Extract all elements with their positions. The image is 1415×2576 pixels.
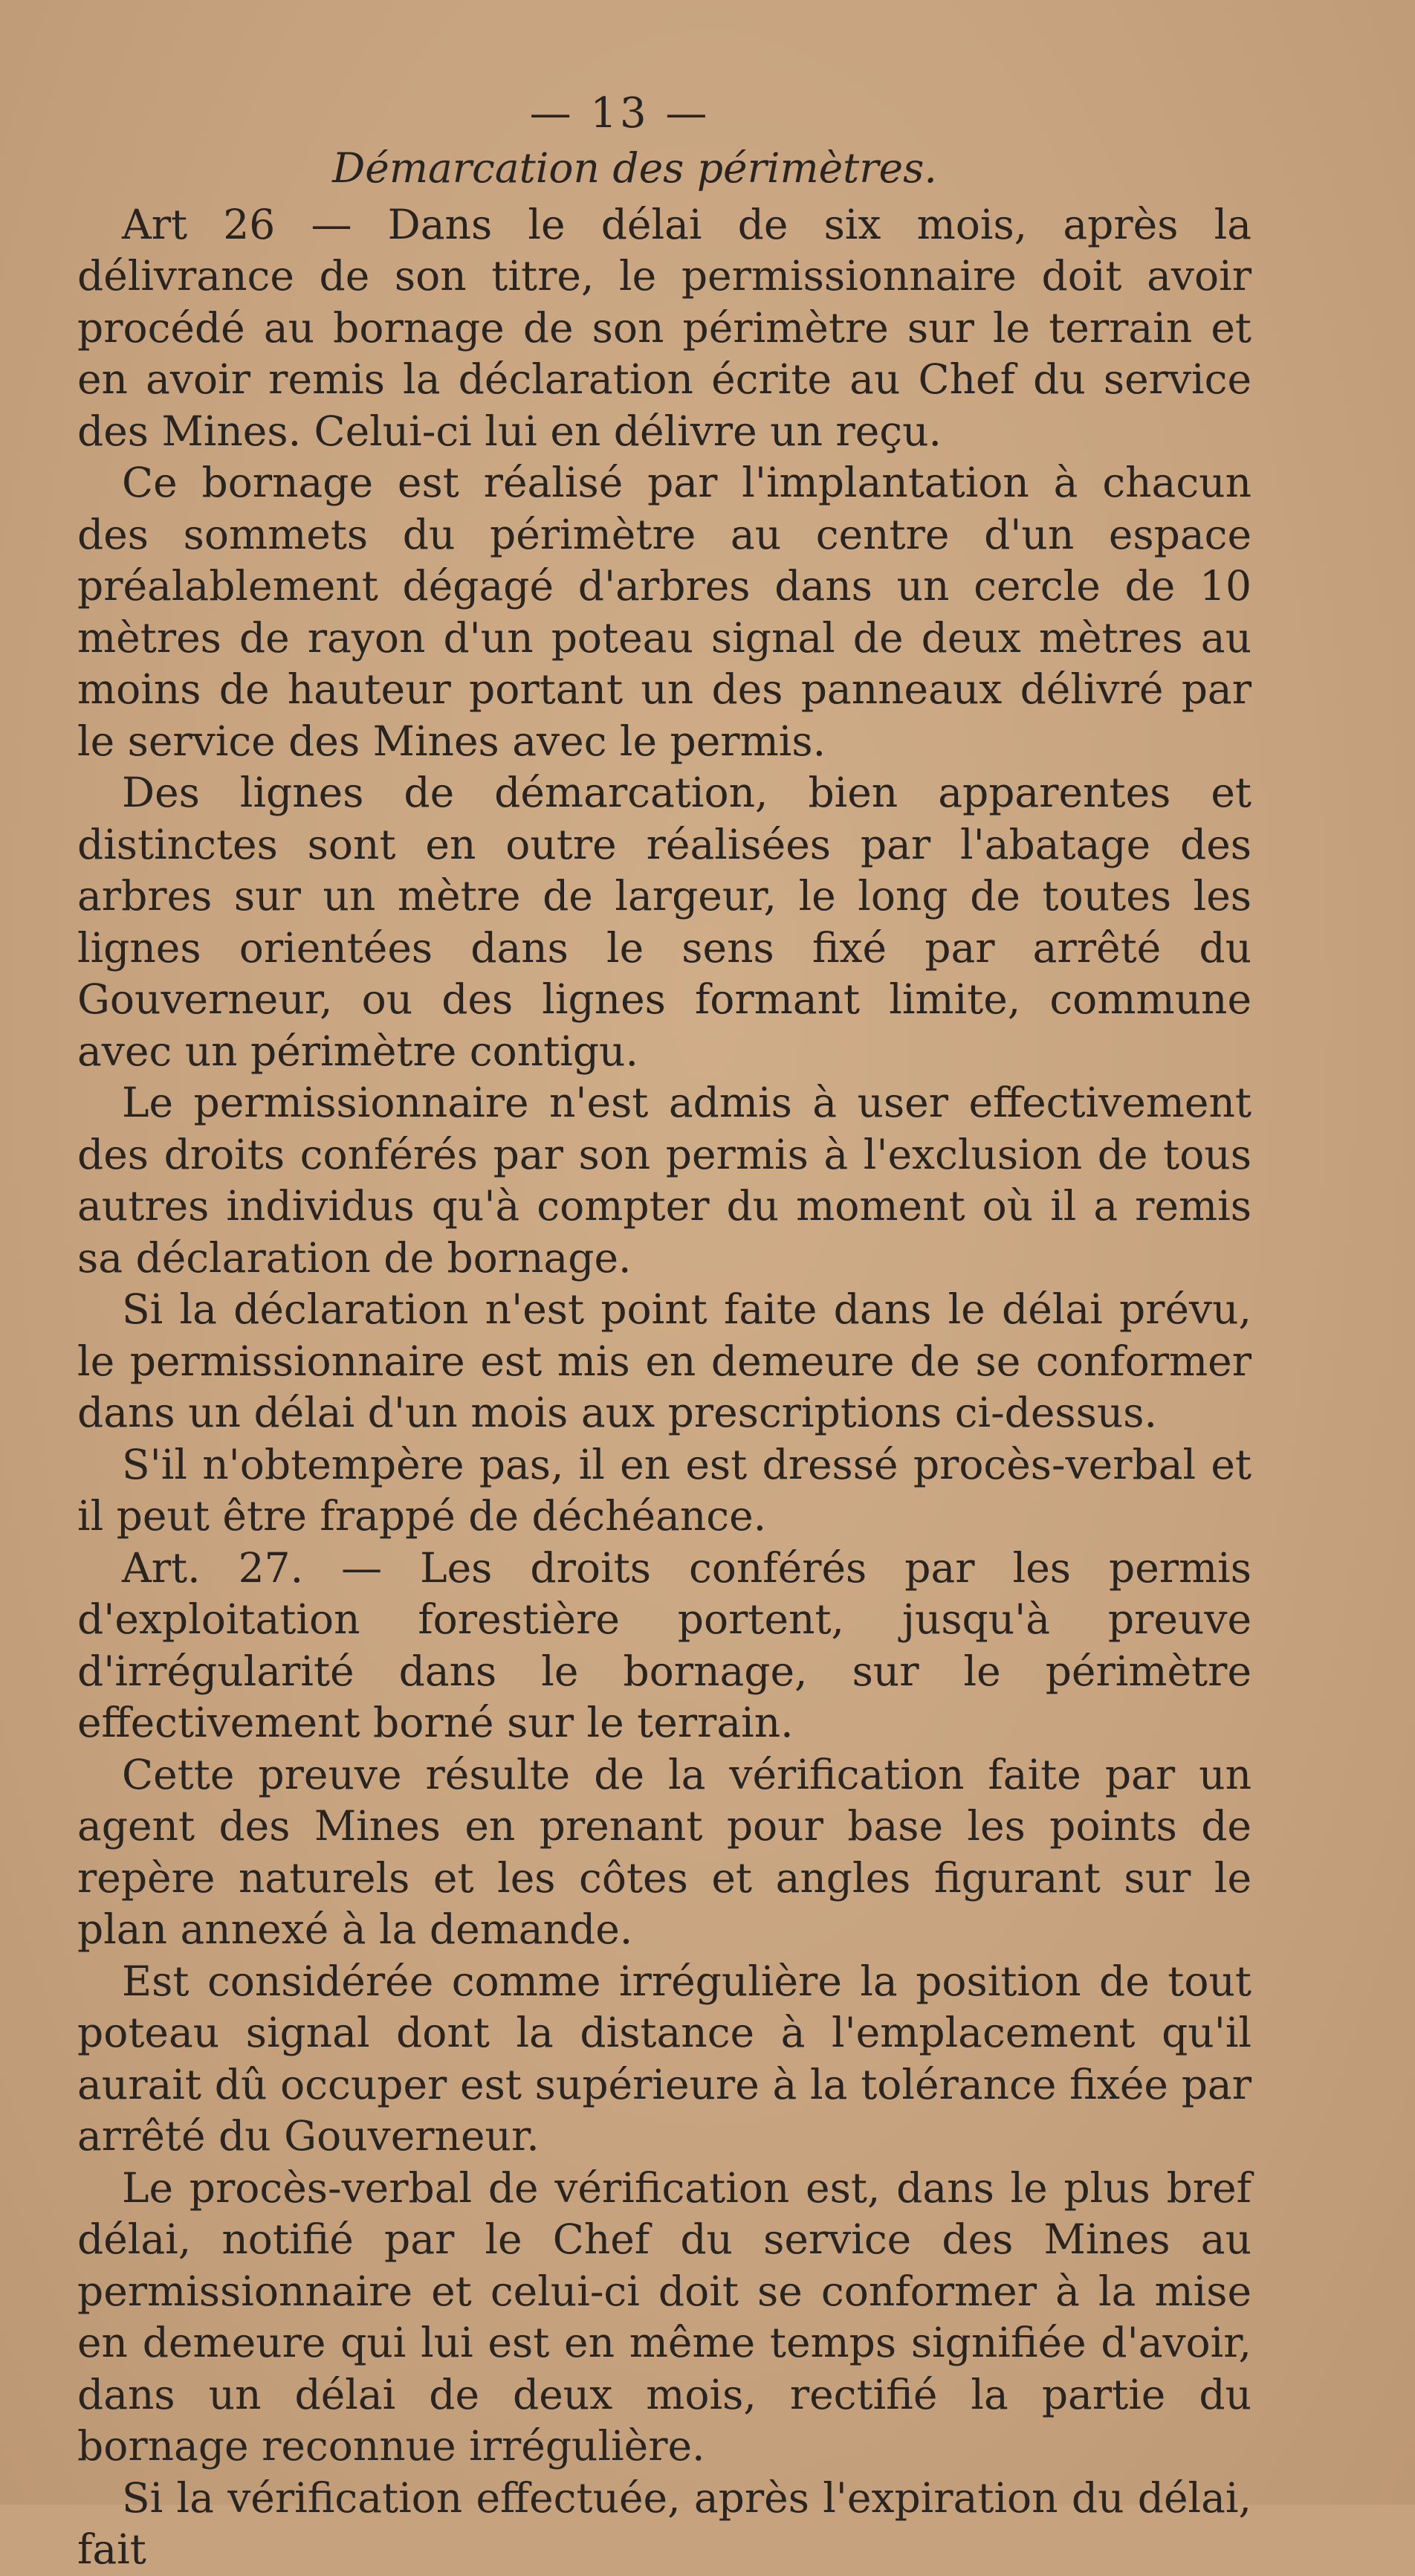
paragraph-preuve: Cette preuve résulte de la vérification faite par un agent des Mines en prenant pour base les points de repère naturels et les côtes et angles figurant sur le plan annexé à la demande. [77, 1750, 1252, 1953]
paragraph-verification: Si la vérification effectuée, après l'expiration du délai, fait [77, 2473, 1252, 2573]
page-number: — 13 — [529, 89, 710, 138]
paragraph-irreguliere: Est considérée comme irrégulière la position de tout poteau signal dont la distance à l'emplacement qu'il aurait dû occuper est supérieure à la tolérance fixée par arrêté du Gouverneur. [77, 1957, 1252, 2160]
paragraph-permissionnaire-admis: Le permissionnaire n'est admis à user effectivement des droits conférés par son permis à l'exclusion de tous autres individus qu'à compter du moment où il a remis sa déclaration de bornage. [77, 1079, 1252, 1282]
paragraph-mise-en-demeure: Si la déclaration n'est point faite dans le délai prévu, le permissionnaire est mis en demeure de se conformer dans un délai d'un mois aux prescriptions ci-dessus. [77, 1285, 1252, 1436]
paragraph-art-26: Art 26 — Dans le délai de six mois, après la délivrance de son titre, le permissionnaire doit avoir procédé au bornage de son périmètre sur le terrain et en avoir remis la déclaration écrite au Chef du service des Mines. Celui-ci lui en délivre un reçu. [77, 200, 1252, 455]
page-text [77, 89, 1252, 2576]
paragraph-bornage: Ce bornage est réalisé par l'implantation à chacun des sommets du périmètre au centre d'un espace préalablement dégagé d'arbres dans un cercle de 10 mètres de rayon d'un poteau signal de deux mètres au moins de hauteur portant un des panneaux délivré par le service des Mines avec le permis. [77, 459, 1252, 765]
paragraph-art-27: Art. 27. — Les droits conférés par les permis d'exploitation forestière portent, jusqu'à preuve d'irrégularité dans le bornage, sur le périmètre effectivement borné sur le terrain. [77, 1543, 1252, 1746]
paragraph-lignes-demarcation: Des lignes de démarcation, bien apparentes et distinctes sont en outre réalisées par l'abatage des arbres sur un mètre de largeur, le long de toutes les lignes orientées dans le sens fixé par arrêté du Gouverneur, ou des lignes formant limite, commune avec un périmètre contigu. [77, 769, 1252, 1075]
paragraph-decheance: S'il n'obtempère pas, il en est dressé procès-verbal et il peut être frappé de déchéance. [77, 1440, 1252, 1540]
section-title: Démarcation des périmètres. [332, 144, 937, 192]
paragraph-proces-verbal: Le procès-verbal de vérification est, dans le plus bref délai, notifié par le Chef du service des Mines au permissionnaire et celui-ci doit se conformer à la mise en demeure qui lui est en même temps signifiée d'avoir, dans un délai de deux mois, rectifié la partie du bornage reconnue irrégulière. [77, 2163, 1252, 2470]
